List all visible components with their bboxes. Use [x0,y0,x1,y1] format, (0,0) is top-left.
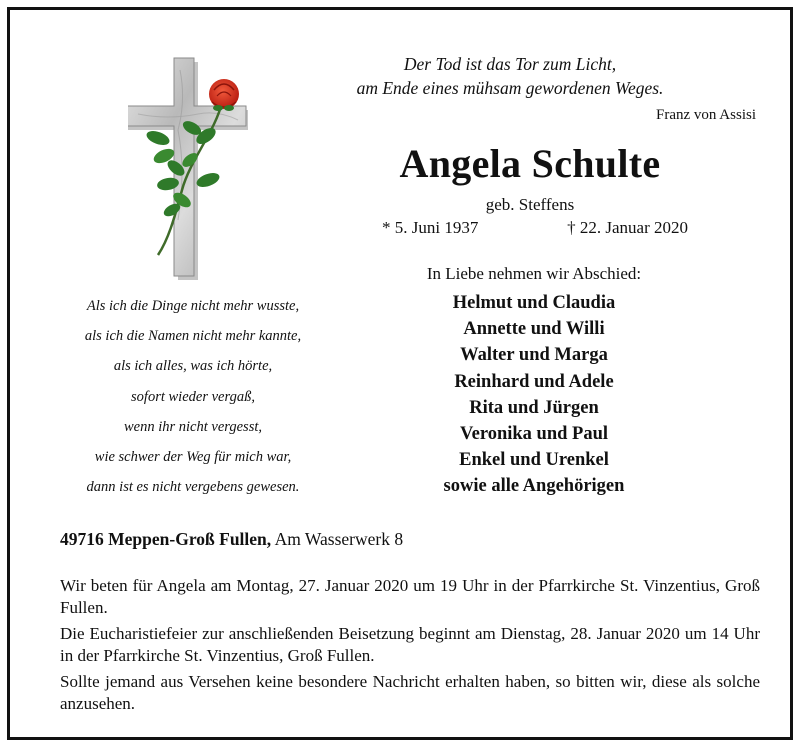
poem-line: als ich die Namen nicht mehr kannte, [84,328,302,345]
notice-paragraph: Die Eucharistiefeier zur anschließenden Beisetzung beginnt am Dienstag, 28. Januar 2020 um 14 Uhr in der Pfarrkirche St. Vinzentius, Groß Fullen. [60,624,760,665]
poem-line: Als ich die Dinge nicht mehr wusste, [86,298,300,314]
mourners-list [408,290,660,500]
marble-cross-icon [128,50,248,282]
deceased-name: Angela Schulte [399,141,661,186]
mourner-item: Rita und Jürgen [469,397,599,418]
maiden-name: geb. Steffens [485,195,575,214]
notice-paragraph: Sollte jemand aus Versehen keine besondere Nachricht erhalten haben, so bitten wir, diese als solche anzusehen. [60,672,760,713]
epigraph-author: Franz von Assisi [655,107,756,123]
obituary-frame [7,7,793,740]
family-address [60,529,403,550]
farewell-text: In Liebe nehmen wir Abschied: [426,264,642,283]
epigraph [310,52,756,126]
address-street: Am Wasserwerk 8 [274,529,404,549]
service-notices [60,575,760,719]
mourner-item: sowie alle Angehörigen [443,476,625,497]
address-place: 49716 Meppen-Groß Fullen, [60,529,272,549]
poem-line: sofort wieder vergaß, [131,388,255,405]
epigraph-line: am Ende eines mühsam gewordenen Weges. [356,78,664,98]
poem-line: dann ist es nicht vergebens gewesen. [86,479,300,496]
mourner-item: Reinhard und Adele [454,371,614,392]
mourner-item: Walter und Marga [460,345,608,366]
poem-line: wie schwer der Weg für mich war, [94,449,292,466]
death-date: † 22. Januar 2020 [567,218,688,237]
mourner-item: Helmut und Claudia [452,293,616,313]
poem [40,291,346,502]
poem-line: wenn ihr nicht vergesst, [124,418,262,435]
mourner-item: Veronika und Paul [459,424,609,445]
mourner-item: Enkel und Urenkel [459,450,609,471]
mourner-item: Annette und Willi [463,319,605,340]
poem-line: als ich alles, was ich hörte, [113,358,273,375]
birth-date: * 5. Juni 1937 [382,218,479,237]
epigraph-line: Der Tod ist das Tor zum Licht, [403,54,617,74]
notice-paragraph: Wir beten für Angela am Montag, 27. Januar 2020 um 19 Uhr in der Pfarrkirche St. Vinzentius, Groß Fullen. [60,576,760,617]
